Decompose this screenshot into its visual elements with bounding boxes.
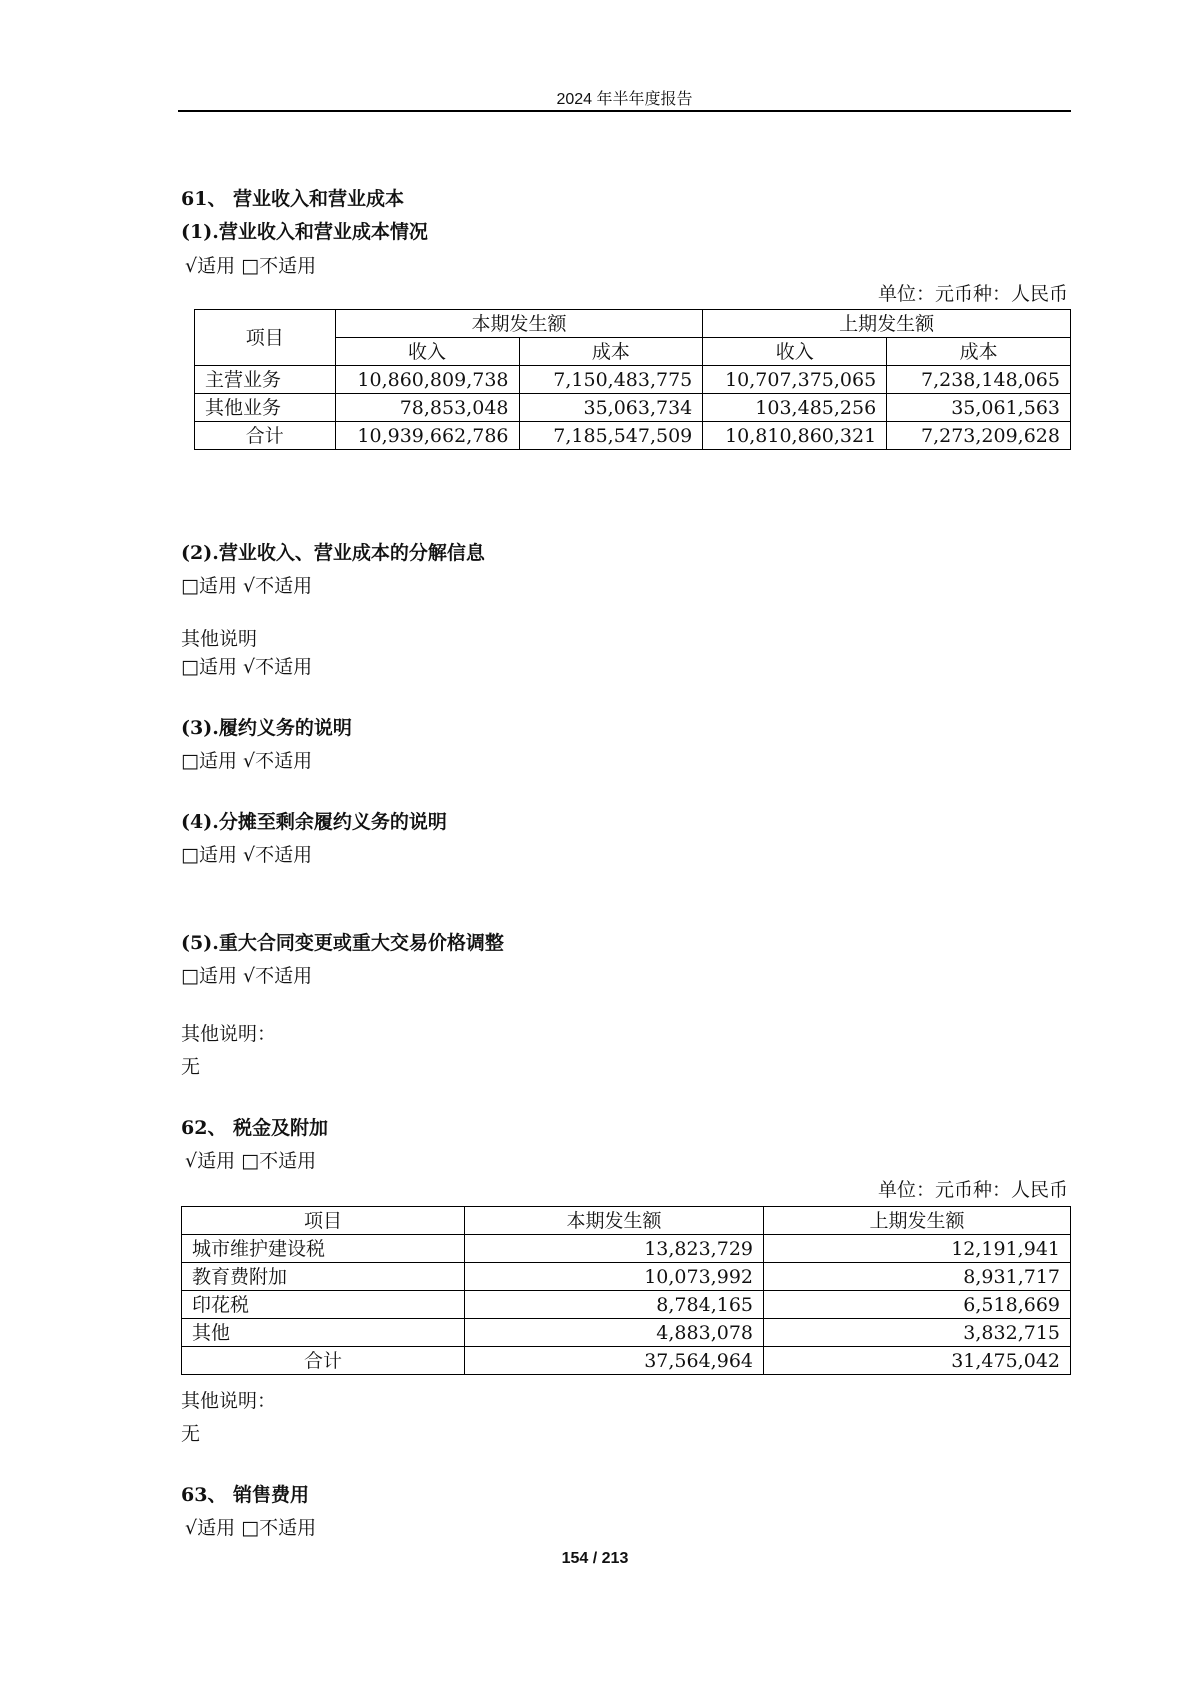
row-current: 37,564,964 xyxy=(465,1347,764,1375)
row-prior: 12,191,941 xyxy=(764,1235,1071,1263)
row-prior-income: 10,810,860,321 xyxy=(703,422,887,450)
table-row-total xyxy=(195,422,1071,450)
row-prior: 31,475,042 xyxy=(764,1347,1071,1375)
section-61-other-applicability: □适用 √不适用 xyxy=(181,656,313,678)
table-header-prior-period: 上期发生额 xyxy=(764,1207,1071,1235)
section-61-sub2-applicability: □适用 √不适用 xyxy=(181,575,313,597)
section-61-applicability: √适用 □不适用 xyxy=(185,255,317,277)
row-prior-income: 10,707,375,065 xyxy=(703,366,887,394)
row-item: 其他 xyxy=(182,1319,465,1347)
row-item: 其他业务 xyxy=(195,394,336,422)
section-62-unit-label: 单位：元币种：人民币 xyxy=(877,1179,1068,1201)
page-header-title: 2024 年半年度报告 xyxy=(556,91,693,108)
row-item: 合计 xyxy=(195,422,336,450)
row-current-income: 78,853,048 xyxy=(335,394,519,422)
table-row-total xyxy=(182,1347,1071,1375)
row-current-income: 10,939,662,786 xyxy=(335,422,519,450)
section-61-sub1-heading: (1).营业收入和营业成本情况 xyxy=(181,221,428,243)
section-62-other-none: 无 xyxy=(181,1423,201,1445)
taxes-surcharges-table xyxy=(181,1206,1071,1375)
table-header-current-income: 收入 xyxy=(335,338,519,366)
row-current-cost: 7,185,547,509 xyxy=(519,422,703,450)
section-61-other-note-2: 其他说明： xyxy=(181,1023,277,1045)
row-item: 教育费附加 xyxy=(182,1263,465,1291)
row-prior-cost: 7,273,209,628 xyxy=(887,422,1071,450)
table-header-prior-period: 上期发生额 xyxy=(703,310,1071,338)
page-number: 154 / 213 xyxy=(561,1550,629,1567)
row-current: 10,073,992 xyxy=(465,1263,764,1291)
table-row xyxy=(195,366,1071,394)
row-prior: 6,518,669 xyxy=(764,1291,1071,1319)
table-header-current-period: 本期发生额 xyxy=(335,310,703,338)
revenue-cost-table xyxy=(194,309,1071,450)
section-61-sub5-heading: (5).重大合同变更或重大交易价格调整 xyxy=(181,932,504,954)
section-62-applicability: √适用 □不适用 xyxy=(185,1150,317,1172)
section-63-applicability: √适用 □不适用 xyxy=(185,1517,317,1539)
row-prior: 8,931,717 xyxy=(764,1263,1071,1291)
table-row xyxy=(182,1263,1071,1291)
section-61-sub5-applicability: □适用 √不适用 xyxy=(181,965,313,987)
row-current-cost: 7,150,483,775 xyxy=(519,366,703,394)
table-header-current-cost: 成本 xyxy=(519,338,703,366)
table-row xyxy=(195,394,1071,422)
row-item: 主营业务 xyxy=(195,366,336,394)
row-item: 合计 xyxy=(182,1347,465,1375)
header-divider xyxy=(178,110,1071,112)
table-header-item: 项目 xyxy=(195,310,336,366)
row-item: 印花税 xyxy=(182,1291,465,1319)
section-62-other-note: 其他说明： xyxy=(181,1390,277,1412)
table-row xyxy=(182,1291,1071,1319)
section-61-other-none: 无 xyxy=(181,1056,201,1078)
section-61-sub2-heading: (2).营业收入、营业成本的分解信息 xyxy=(181,542,485,564)
table-row xyxy=(182,1319,1071,1347)
table-row xyxy=(182,1235,1071,1263)
row-current: 13,823,729 xyxy=(465,1235,764,1263)
section-61-sub3-heading: (3).履约义务的说明 xyxy=(181,717,352,739)
section-61-other-note: 其他说明 xyxy=(181,628,258,650)
section-61-heading: 61、 营业收入和营业成本 xyxy=(181,188,405,210)
table-header-item: 项目 xyxy=(182,1207,465,1235)
section-61-sub3-applicability: □适用 √不适用 xyxy=(181,750,313,772)
section-61-sub4-heading: (4).分摊至剩余履约义务的说明 xyxy=(181,811,447,833)
table-header-prior-cost: 成本 xyxy=(887,338,1071,366)
section-61-unit-label: 单位：元币种：人民币 xyxy=(877,283,1068,305)
row-item: 城市维护建设税 xyxy=(182,1235,465,1263)
row-current-cost: 35,063,734 xyxy=(519,394,703,422)
row-prior-income: 103,485,256 xyxy=(703,394,887,422)
row-prior-cost: 35,061,563 xyxy=(887,394,1071,422)
section-61-sub4-applicability: □适用 √不适用 xyxy=(181,844,313,866)
section-63-heading: 63、 销售费用 xyxy=(181,1484,310,1506)
table-header-prior-income: 收入 xyxy=(703,338,887,366)
row-prior: 3,832,715 xyxy=(764,1319,1071,1347)
row-prior-cost: 7,238,148,065 xyxy=(887,366,1071,394)
table-header-current-period: 本期发生额 xyxy=(465,1207,764,1235)
row-current: 4,883,078 xyxy=(465,1319,764,1347)
section-62-heading: 62、 税金及附加 xyxy=(181,1117,329,1139)
row-current-income: 10,860,809,738 xyxy=(335,366,519,394)
row-current: 8,784,165 xyxy=(465,1291,764,1319)
